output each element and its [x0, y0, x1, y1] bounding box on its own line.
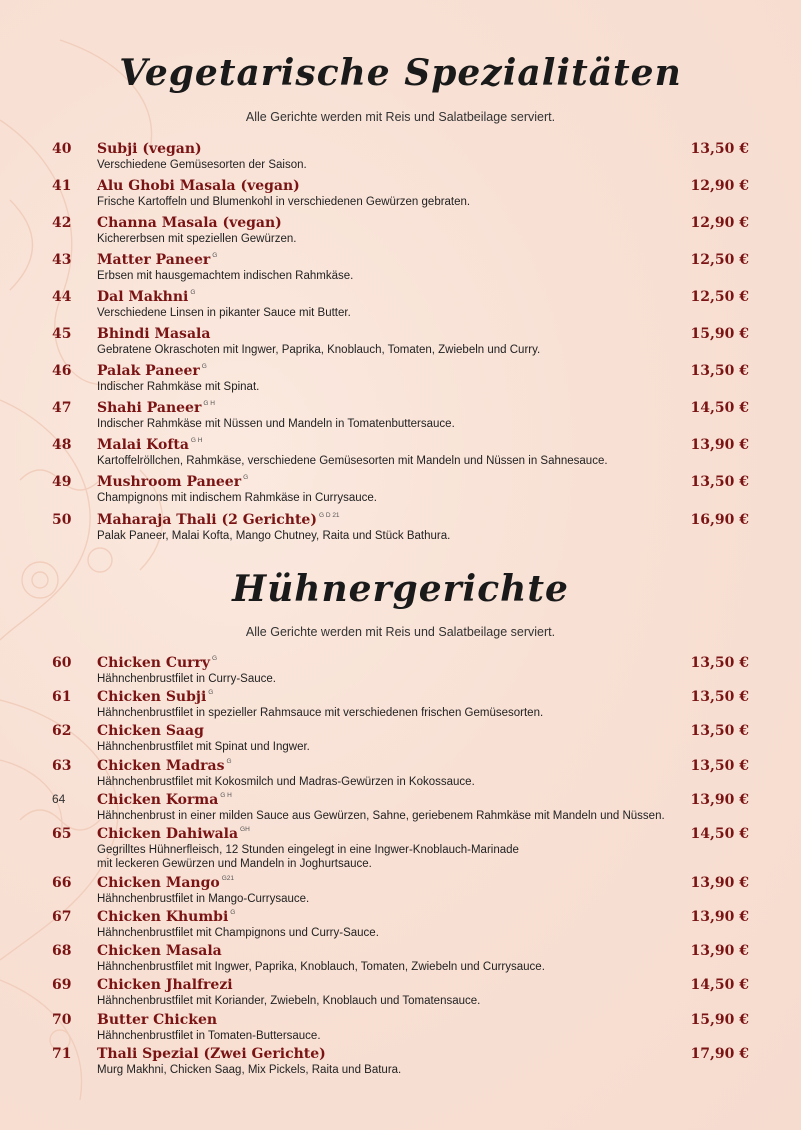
item-description-line: Murg Makhni, Chicken Saag, Mix Pickels, Raita und Batura.: [97, 1064, 402, 1076]
item-name-text: Chicken Madras: [97, 758, 225, 774]
item-price: 13,50 €: [690, 474, 749, 490]
item-description: [97, 1063, 697, 1077]
item-number: 42: [52, 215, 72, 231]
item-name: [97, 178, 300, 194]
item-description: [97, 960, 697, 974]
item-number: 61: [52, 689, 72, 705]
item-description: [97, 417, 697, 431]
item-name: [97, 875, 234, 891]
item-description: [97, 343, 697, 357]
item-number: 44: [52, 289, 72, 305]
item-description-line: Verschiedene Linsen in pikanter Sauce mit Butter.: [97, 307, 351, 319]
item-price: 14,50 €: [690, 400, 749, 416]
item-name-text: Chicken Curry: [97, 655, 211, 671]
item-description-line: Hähnchenbrustfilet in spezieller Rahmsauce mit verschiedenen frischen Gemüsesorten.: [97, 707, 544, 719]
item-number: 66: [52, 875, 72, 891]
item-description-line: Hähnchenbrustfilet mit Koriander, Zwiebeln, Knoblauch und Tomatensauce.: [97, 995, 481, 1007]
item-description-line: Indischer Rahmkäse mit Nüssen und Mandeln in Tomatenbuttersauce.: [97, 418, 455, 430]
item-price: 13,90 €: [690, 943, 749, 959]
item-name: [97, 826, 250, 842]
item-description-line: Hähnchenbrust in einer milden Sauce aus Gewürzen, Sahne, geriebenem Rahmkäse mit Mandeln und Nüssen.: [97, 810, 665, 822]
item-description: [97, 926, 697, 940]
allergen-codes: G: [243, 474, 249, 481]
item-description: [97, 306, 697, 320]
item-description: [97, 775, 697, 789]
allergen-codes: G: [212, 655, 218, 662]
item-name: [97, 437, 202, 453]
item-number: 50: [52, 512, 72, 528]
item-name-text: Butter Chicken: [97, 1012, 218, 1028]
item-name-text: Chicken Korma: [97, 792, 219, 808]
item-description: [97, 994, 697, 1008]
item-name: [97, 1012, 217, 1028]
item-description-line: Hähnchenbrustfilet mit Kokosmilch und Madras-Gewürzen in Kokossauce.: [97, 776, 475, 788]
item-name-text: Maharaja Thali (2 Gerichte): [97, 512, 317, 528]
item-name-text: Shahi Paneer: [97, 400, 202, 416]
item-description-line: Hähnchenbrustfilet in Curry-Sauce.: [97, 673, 276, 685]
item-price: 13,50 €: [690, 723, 749, 739]
item-number: 60: [52, 655, 72, 671]
allergen-codes: G H: [190, 437, 203, 444]
item-name-text: Chicken Masala: [97, 943, 222, 959]
item-price: 13,50 €: [690, 363, 749, 379]
item-price: 15,90 €: [690, 1012, 749, 1028]
item-description: [97, 269, 697, 283]
item-number: 43: [52, 252, 72, 268]
item-name: [97, 289, 195, 305]
item-price: 12,50 €: [690, 289, 749, 305]
item-description-line: Gebratene Okraschoten mit Ingwer, Paprika, Knoblauch, Tomaten, Zwiebeln und Curry.: [97, 344, 541, 356]
item-description-line: Indischer Rahmkäse mit Spinat.: [97, 381, 260, 393]
item-description-line: Frische Kartoffeln und Blumenkohl in verschiedenen Gewürzen gebraten.: [97, 196, 471, 208]
item-description-line: Champignons mit indischem Rahmkäse in Currysauce.: [97, 492, 377, 504]
item-description: [97, 892, 697, 906]
item-description-line: Hähnchenbrustfilet mit Ingwer, Paprika, Knoblauch, Tomaten, Zwiebeln und Currysauce.: [97, 961, 545, 973]
allergen-codes: G: [190, 289, 196, 296]
item-name: [97, 215, 282, 231]
item-name-text: Dal Makhni: [97, 289, 189, 305]
item-price: 13,90 €: [690, 909, 749, 925]
item-name-text: Channa Masala (vegan): [97, 215, 282, 231]
item-price: 14,50 €: [690, 826, 749, 842]
item-number: 69: [52, 977, 72, 993]
item-description-line: Hähnchenbrustfilet mit Champignons und Curry-Sauce.: [97, 927, 379, 939]
item-description: [97, 380, 697, 394]
item-description-line: Verschiedene Gemüsesorten der Saison.: [97, 159, 307, 171]
item-number: 45: [52, 326, 72, 342]
allergen-codes: G: [226, 758, 232, 765]
item-name-text: Chicken Jhalfrezi: [97, 977, 233, 993]
item-description-line: Kichererbsen mit speziellen Gewürzen.: [97, 233, 297, 245]
item-description: [97, 491, 697, 505]
item-name-text: Palak Paneer: [97, 363, 200, 379]
item-name-text: Malai Kofta: [97, 437, 189, 453]
item-name-text: Thali Spezial (Zwei Gerichte): [97, 1046, 326, 1062]
item-name: [97, 1046, 326, 1062]
allergen-codes: G: [201, 363, 207, 370]
section-subtitle: Alle Gerichte werden mit Reis und Salatbeilage serviert.: [245, 625, 556, 639]
item-name: [97, 977, 233, 993]
item-description: [97, 843, 697, 871]
allergen-codes: G D 21: [318, 512, 340, 519]
item-price: 12,90 €: [690, 215, 749, 231]
item-name: [97, 400, 215, 416]
item-name: [97, 474, 248, 490]
item-name: [97, 326, 210, 342]
item-name-text: Chicken Saag: [97, 723, 204, 739]
item-number: 67: [52, 909, 72, 925]
item-price: 13,90 €: [690, 792, 749, 808]
item-price: 13,90 €: [690, 875, 749, 891]
item-description: [97, 740, 697, 754]
item-name: [97, 252, 217, 268]
item-description-line: mit leckeren Gewürzen und Mandeln in Joghurtsauce.: [97, 858, 372, 870]
item-description: [97, 672, 697, 686]
item-description-line: Hähnchenbrustfilet in Mango-Currysauce.: [97, 893, 310, 905]
item-number: 48: [52, 437, 72, 453]
item-price: 12,50 €: [690, 252, 749, 268]
allergen-codes: G21: [221, 875, 234, 882]
item-name-text: Alu Ghobi Masala (vegan): [97, 178, 300, 194]
item-name-text: Chicken Khumbi: [97, 909, 229, 925]
item-number: 71: [52, 1046, 72, 1062]
item-name: [97, 758, 232, 774]
item-name: [97, 363, 207, 379]
item-name: [97, 943, 222, 959]
item-number: 40: [52, 141, 72, 157]
item-name-text: Mushroom Paneer: [97, 474, 242, 490]
item-price: 12,90 €: [690, 178, 749, 194]
section-title: Hühnergerichte: [232, 568, 569, 610]
item-name-text: Chicken Mango: [97, 875, 220, 891]
section-title: Vegetarische Spezialitäten: [119, 52, 682, 94]
item-number: 64: [52, 792, 66, 806]
item-description-line: Palak Paneer, Malai Kofta, Mango Chutney, Raita und Stück Bathura.: [97, 530, 451, 542]
item-price: 13,90 €: [690, 437, 749, 453]
item-name: [97, 141, 202, 157]
item-name: [97, 909, 235, 925]
item-name: [97, 512, 340, 528]
item-price: 13,50 €: [690, 689, 749, 705]
item-name-text: Subji (vegan): [97, 141, 202, 157]
item-description-line: Kartoffelröllchen, Rahmkäse, verschiedene Gemüsesorten mit Mandeln und Nüssen in Sahnesauce.: [97, 455, 608, 467]
item-name: [97, 723, 204, 739]
item-price: 14,50 €: [690, 977, 749, 993]
item-number: 46: [52, 363, 72, 379]
item-name-text: Chicken Subji: [97, 689, 207, 705]
item-description: [97, 158, 697, 172]
item-number: 49: [52, 474, 72, 490]
item-name-text: Matter Paneer: [97, 252, 211, 268]
item-description: [97, 1029, 697, 1043]
allergen-codes: G: [212, 252, 218, 259]
item-description-line: Erbsen mit hausgemachtem indischen Rahmkäse.: [97, 270, 354, 282]
allergen-codes: G H: [220, 792, 232, 799]
item-price: 17,90 €: [690, 1046, 749, 1062]
item-number: 63: [52, 758, 72, 774]
allergen-codes: G H: [203, 400, 215, 407]
item-price: 13,50 €: [690, 655, 749, 671]
item-name-text: Chicken Dahiwala: [97, 826, 239, 842]
item-description-line: Hähnchenbrustfilet in Tomaten-Buttersauce.: [97, 1030, 321, 1042]
allergen-codes: G: [208, 689, 214, 696]
item-name: [97, 689, 213, 705]
item-description: [97, 454, 697, 468]
item-price: 16,90 €: [690, 512, 749, 528]
item-description-line: Gegrilltes Hühnerfleisch, 12 Stunden eingelegt in eine Ingwer-Knoblauch-Marinade: [97, 844, 519, 856]
item-number: 68: [52, 943, 72, 959]
item-name-text: Bhindi Masala: [97, 326, 211, 342]
item-name: [97, 655, 217, 671]
item-price: 13,50 €: [690, 758, 749, 774]
allergen-codes: G: [230, 909, 236, 916]
item-description-line: Hähnchenbrustfilet mit Spinat und Ingwer.: [97, 741, 310, 753]
item-number: 65: [52, 826, 72, 842]
item-description: [97, 809, 697, 823]
allergen-codes: GH: [240, 826, 250, 833]
item-number: 70: [52, 1012, 72, 1028]
item-number: 62: [52, 723, 72, 739]
item-description: [97, 706, 697, 720]
item-number: 47: [52, 400, 72, 416]
section-subtitle: Alle Gerichte werden mit Reis und Salatbeilage serviert.: [245, 110, 556, 124]
item-price: 15,90 €: [690, 326, 749, 342]
item-description: [97, 195, 697, 209]
item-description: [97, 529, 697, 543]
item-name: [97, 792, 232, 808]
item-price: 13,50 €: [690, 141, 749, 157]
item-description: [97, 232, 697, 246]
item-number: 41: [52, 178, 72, 194]
